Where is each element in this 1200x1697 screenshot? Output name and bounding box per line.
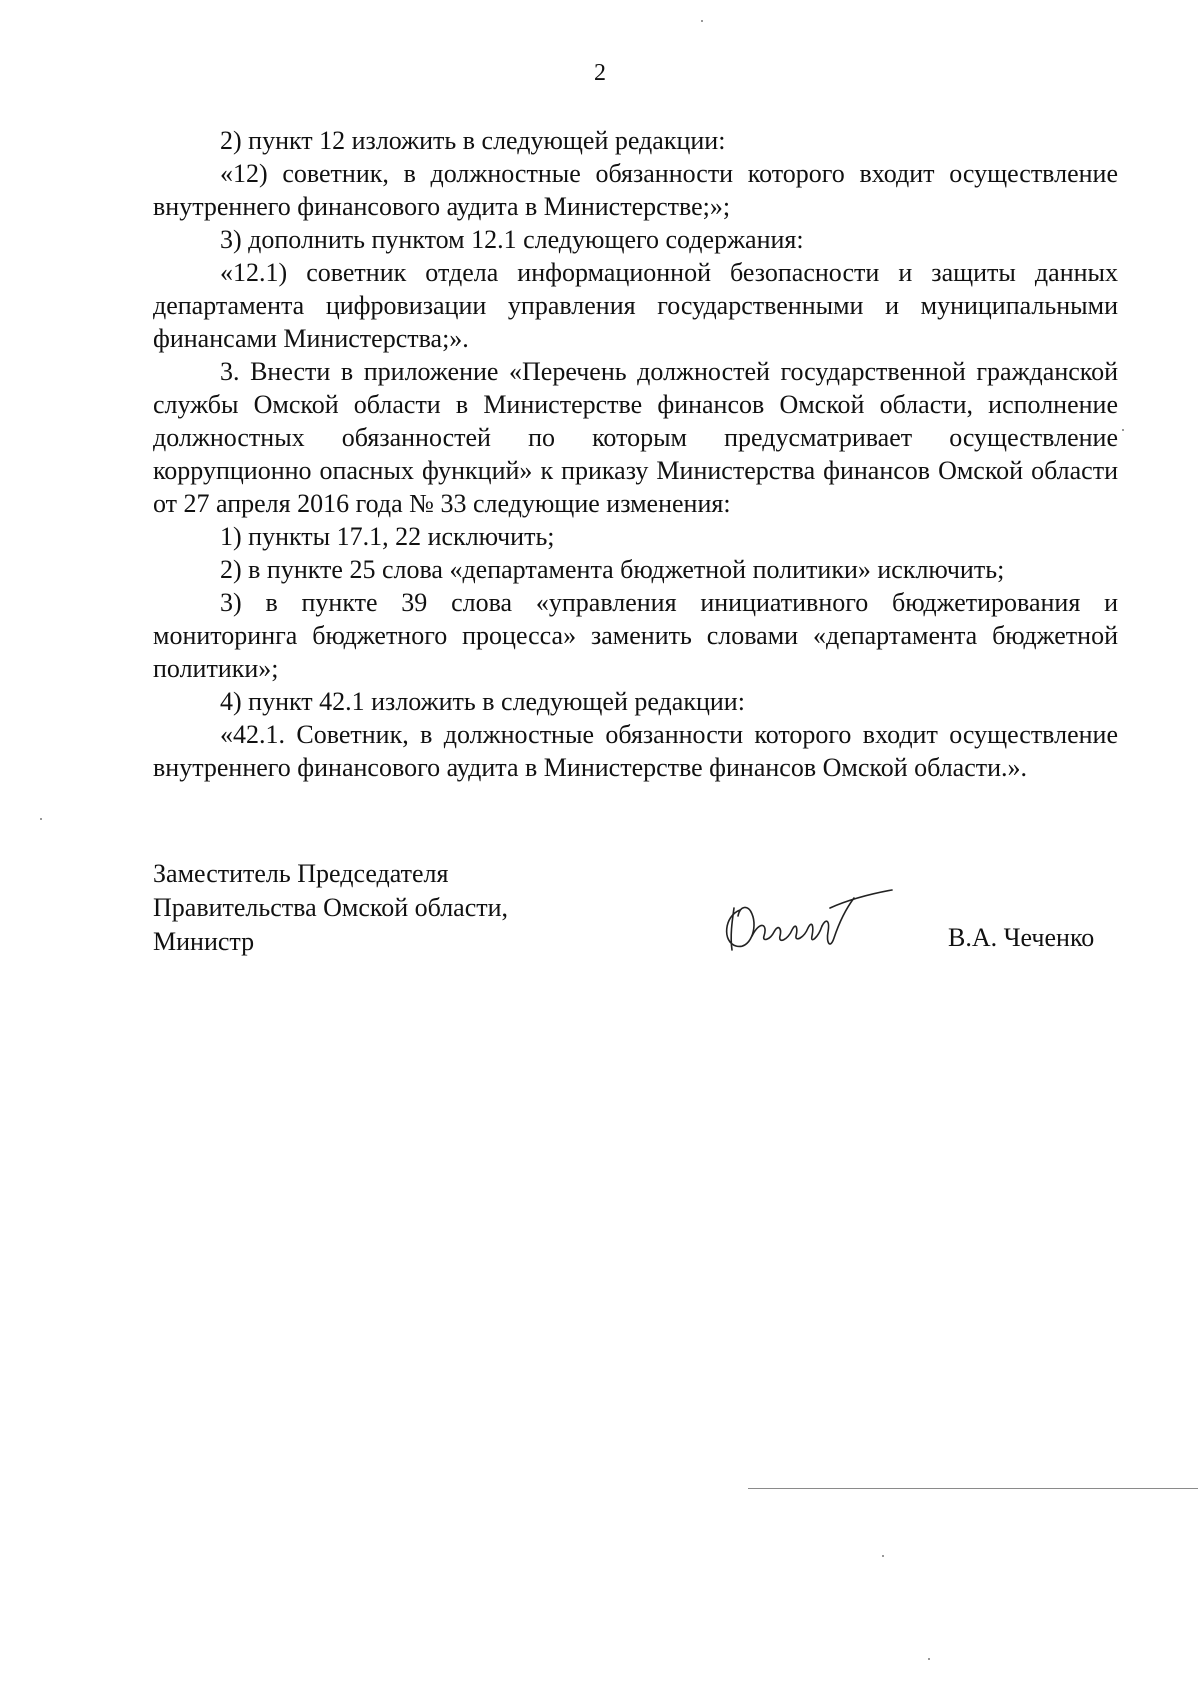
handwritten-signature — [718, 880, 898, 960]
paragraph-item-2-intro: 2) пункт 12 изложить в следующей редакции: — [220, 126, 726, 155]
signatory-position — [153, 857, 508, 959]
footer-divider — [748, 1488, 1198, 1490]
signatory-name: В.А. Чеченко — [948, 923, 1095, 952]
paragraph-sub-2: 2) в пункте 25 слова «департамента бюджетной политики» исключить; — [220, 555, 1005, 584]
paragraph-item-12-1-text: «12.1) советник отдела информационной безопасности и защиты данных департамента цифровизации управления государственными и муниципальными финансами Министерства;». — [153, 258, 1118, 353]
paragraph-item-42-1-text: «42.1. Советник, в должностные обязанности которого входит осуществление внутреннего финансового аудита в Министерстве финансов Омской области.». — [153, 720, 1118, 782]
scan-speck — [928, 1658, 930, 1660]
document-body — [153, 124, 1118, 784]
signatory-position-line-2: Правительства Омской области, — [153, 893, 509, 922]
paragraph-item-12-text: «12) советник, в должностные обязанности которого входит осуществление внутреннего финансового аудита в Министерстве;»; — [153, 159, 1118, 221]
page-number: 2 — [594, 60, 606, 86]
signatory-position-line-1: Заместитель Председателя — [153, 859, 449, 888]
paragraph-sub-4: 4) пункт 42.1 изложить в следующей редакции: — [220, 687, 745, 716]
scan-speck — [40, 818, 42, 820]
scan-speck — [1122, 429, 1124, 431]
signatory-position-line-3: Министр — [153, 927, 255, 956]
paragraph-section-3: 3. Внести в приложение «Перечень должностей государственной гражданской службы Омской области в Министерстве финансов Омской области, исполнение должностных обязанностей по которым предусматривает осуществление коррупционно опасных функций» к приказу Министерства финансов Омской области от 27 апреля 2016 года № 33 следующие изменения: — [153, 357, 1118, 518]
scan-speck — [882, 1555, 884, 1557]
paragraph-sub-3: 3) в пункте 39 слова «управления инициативного бюджетирования и мониторинга бюджетного процесса» заменить словами «департамента бюджетной политики»; — [153, 588, 1118, 683]
paragraph-item-3-intro: 3) дополнить пунктом 12.1 следующего содержания: — [220, 225, 804, 254]
paragraph-sub-1: 1) пункты 17.1, 22 исключить; — [220, 522, 555, 551]
scan-speck — [701, 20, 703, 22]
